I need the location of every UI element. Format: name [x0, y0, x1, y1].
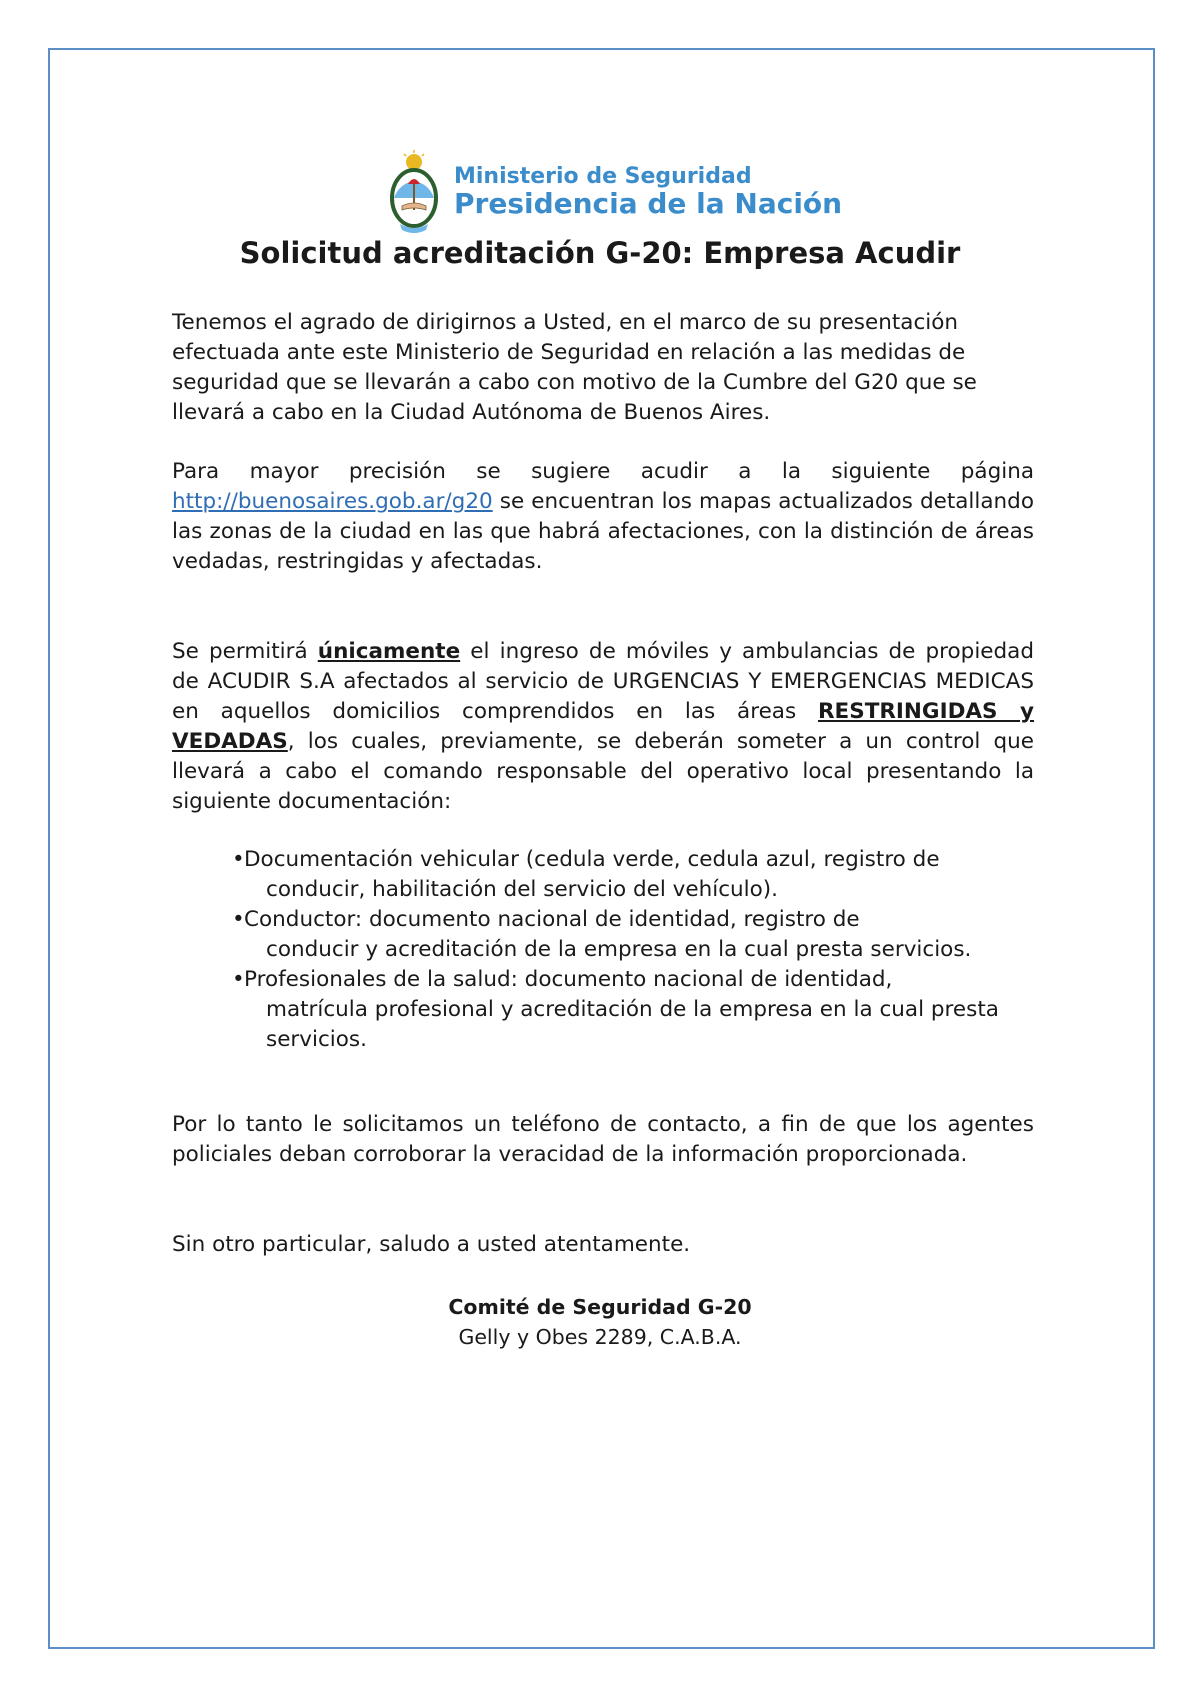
ministry-title: Presidencia de la Nación [454, 186, 843, 220]
requirements-list [232, 845, 1032, 1055]
list-item-first-line: Profesionales de la salud: documento nacional de identidad, [244, 967, 893, 992]
list-item-continuation: matrícula profesional y acreditación de la empresa en la cual presta servicios. [266, 997, 999, 1052]
closing-line: Sin otro particular, saludo a usted atentamente. [172, 1232, 691, 1257]
list-item [232, 965, 1032, 1055]
paragraph-maps-text-after: se encuentran los mapas actualizados detallando las zonas de la ciudad en las que habrá afectaciones, con la distinción de áreas vedadas, restringidas y afectadas. [172, 489, 1034, 574]
paragraph-maps-text-before: Para mayor precisión se sugiere acudir a la siguiente página [172, 459, 1034, 484]
list-item [232, 905, 1032, 965]
list-item-first-line: Documentación vehicular (cedula verde, cedula azul, registro de [244, 847, 940, 872]
document-title: Solicitud acreditación G-20: Empresa Acudir [239, 236, 961, 270]
bullet-icon: • [232, 967, 245, 992]
list-item-continuation: conducir, habilitación del servicio del vehículo). [266, 877, 779, 902]
g20-maps-link[interactable]: http://buenosaires.gob.ar/g20 [172, 489, 493, 514]
list-item-first-line: Conductor: documento nacional de identidad, registro de [244, 907, 860, 932]
list-item-continuation: conducir y acreditación de la empresa en la cual presta servicios. [266, 937, 972, 962]
paragraph-maps [172, 457, 1034, 577]
list-item [232, 845, 1032, 905]
argentina-coat-of-arms-icon [386, 148, 442, 236]
ministry-header [386, 148, 842, 236]
signature-name: Comité de Seguridad G-20 [448, 1295, 752, 1319]
bullet-icon: • [232, 847, 245, 872]
signature-address: Gelly y Obes 2289, C.A.B.A. [458, 1325, 742, 1349]
emphasis-restricted-areas: RESTRINGIDAS y VEDADAS [172, 699, 1035, 754]
paragraph-access-part3: , los cuales, previamente, se deberán someter a un control que llevará a cabo el comando responsable del operativo local presentando la siguiente documentación: [172, 729, 1034, 814]
ministry-name [454, 165, 842, 220]
emphasis-unicamente: únicamente [317, 639, 461, 664]
paragraph-access-part2: el ingreso de móviles y ambulancias de propiedad de ACUDIR S.A afectados al servicio de URGENCIAS Y EMERGENCIAS MEDICAS en aquellos domicilios comprendidos en las áreas [172, 639, 1034, 724]
paragraph-access [172, 637, 1034, 817]
paragraph-contact-request: Por lo tanto le solicitamos un teléfono de contacto, a fin de que los agentes policiales deban corroborar la veracidad de la información proporcionada. [172, 1112, 1034, 1167]
paragraph-access-part1: Se permitirá [172, 639, 318, 664]
ministry-subtitle: Ministerio de Seguridad [454, 163, 752, 189]
bullet-icon: • [232, 907, 245, 932]
paragraph-intro: Tenemos el agrado de dirigirnos a Usted, en el marco de su presentación efectuada ante este Ministerio de Seguridad en relación a las medidas de seguridad que se llevarán a cabo con motivo de la Cumbre del G20 que se llevará a cabo en la Ciudad Autónoma de Buenos Aires. [172, 310, 977, 425]
signature-block [0, 1292, 1200, 1352]
